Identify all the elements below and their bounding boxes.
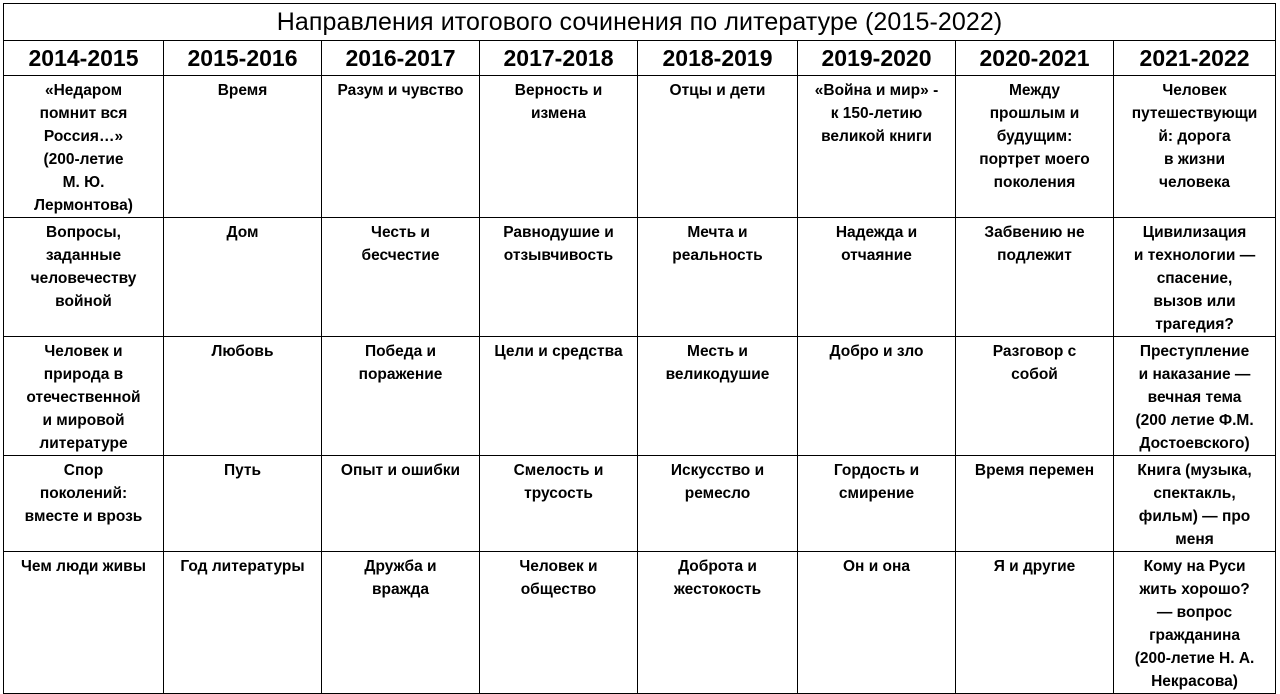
topic-cell — [798, 456, 956, 552]
topic-text: Он и она — [842, 558, 910, 575]
topic-text: Любовь — [211, 343, 274, 360]
topic-cell — [956, 337, 1114, 456]
topic-text: Победа и поражение — [358, 343, 443, 383]
table-row — [4, 337, 1276, 456]
topic-cell — [164, 218, 322, 337]
topic-cell — [1114, 456, 1276, 552]
topic-text: Верность и измена — [514, 82, 603, 122]
table-row — [4, 76, 1276, 218]
topic-text: Искусство и ремесло — [670, 462, 765, 502]
topic-text: Цели и средства — [494, 343, 623, 360]
topic-text: Чем люди живы — [21, 558, 146, 575]
topic-cell — [1114, 76, 1276, 218]
topic-cell — [322, 218, 480, 337]
topic-cell — [322, 76, 480, 218]
topic-text: Надежда и отчаяние — [835, 224, 918, 264]
topic-cell — [322, 337, 480, 456]
topic-text: Человек и общество — [519, 558, 598, 598]
topic-cell — [956, 76, 1114, 218]
topic-cell — [480, 456, 638, 552]
topic-text: Месть и великодушие — [665, 343, 770, 383]
topic-cell — [638, 76, 798, 218]
table-row — [4, 552, 1276, 694]
topic-text: Дом — [226, 224, 259, 241]
topic-cell — [164, 552, 322, 694]
essay-topics-table — [3, 3, 1276, 694]
topic-text: Добро и зло — [829, 343, 924, 360]
topic-text: Преступление и наказание — вечная тема (200 летие Ф.М. Достоевского) — [1135, 343, 1254, 452]
topic-cell — [322, 552, 480, 694]
year-header: 2019-2020 — [798, 41, 956, 76]
years-header-row — [4, 41, 1276, 76]
topic-cell — [164, 456, 322, 552]
topic-cell — [956, 552, 1114, 694]
topic-text: Гордость и смирение — [833, 462, 920, 502]
topic-cell — [4, 218, 164, 337]
topic-cell — [164, 76, 322, 218]
topic-cell — [4, 337, 164, 456]
topic-cell — [480, 337, 638, 456]
topic-text: Спор поколений: вместе и врозь — [24, 462, 143, 525]
topic-cell — [638, 456, 798, 552]
topic-cell — [798, 218, 956, 337]
topic-cell — [798, 76, 956, 218]
topic-cell — [956, 218, 1114, 337]
topic-text: Доброта и жестокость — [673, 558, 762, 598]
topic-text: Кому на Руси жить хорошо? — вопрос гражданина (200-летие Н. А. Некрасова) — [1134, 558, 1255, 690]
topic-cell — [164, 337, 322, 456]
topic-text: Между прошлым и будущим: портрет моего поколения — [979, 82, 1090, 191]
topic-cell — [322, 456, 480, 552]
topic-text: Я и другие — [993, 558, 1076, 575]
topic-cell — [4, 552, 164, 694]
topic-cell — [1114, 218, 1276, 337]
topics-sheet — [3, 3, 1275, 690]
year-header: 2015-2016 — [164, 41, 322, 76]
topic-text: Человек путешествующи й: дорога в жизни человека — [1131, 82, 1258, 191]
topic-cell — [4, 456, 164, 552]
topic-text: Год литературы — [180, 558, 305, 575]
topic-text: Путь — [223, 462, 262, 479]
topic-cell — [956, 456, 1114, 552]
topic-cell — [638, 337, 798, 456]
year-header: 2021-2022 — [1114, 41, 1276, 76]
topic-cell — [4, 76, 164, 218]
topic-text: Смелость и трусость — [513, 462, 604, 502]
topic-text: Человек и природа в отечественной и мировой литературе — [26, 343, 141, 452]
topic-text: Мечта и реальность — [672, 224, 763, 264]
topic-cell — [638, 218, 798, 337]
topic-cell — [638, 552, 798, 694]
year-header: 2017-2018 — [480, 41, 638, 76]
topic-text: «Недаром помнит вся Россия…» (200-летие М. Ю. Лермонтова) — [34, 82, 133, 214]
topic-cell — [798, 552, 956, 694]
topic-text: Книга (музыка, спектакль, фильм) — про меня — [1137, 462, 1252, 548]
topic-text: Дружба и вражда — [364, 558, 437, 598]
topic-text: «Война и мир» - к 150-летию великой книги — [814, 82, 939, 145]
topic-text: Честь и бесчестие — [361, 224, 440, 264]
topic-cell — [480, 218, 638, 337]
table-title: Направления итогового сочинения по литературе (2015-2022) — [4, 4, 1276, 41]
topic-text: Разговор с собой — [992, 343, 1077, 383]
year-header: 2018-2019 — [638, 41, 798, 76]
table-row — [4, 456, 1276, 552]
topic-text: Время — [217, 82, 268, 99]
topic-cell — [1114, 552, 1276, 694]
topic-text: Разум и чувство — [337, 82, 464, 99]
topic-text: Опыт и ошибки — [340, 462, 461, 479]
year-header: 2020-2021 — [956, 41, 1114, 76]
topic-text: Время перемен — [974, 462, 1095, 479]
topic-cell — [480, 552, 638, 694]
year-header: 2016-2017 — [322, 41, 480, 76]
topic-text: Забвению не подлежит — [984, 224, 1085, 264]
topic-cell — [480, 76, 638, 218]
topic-text: Равнодушие и отзывчивость — [503, 224, 614, 264]
topic-cell — [798, 337, 956, 456]
table-row — [4, 218, 1276, 337]
topic-text: Отцы и дети — [669, 82, 766, 99]
year-header: 2014-2015 — [4, 41, 164, 76]
topic-cell — [1114, 337, 1276, 456]
topic-text: Вопросы, заданные человечеству войной — [30, 224, 137, 310]
topic-text: Цивилизация и технологии — спасение, вызов или трагедия? — [1133, 224, 1256, 333]
